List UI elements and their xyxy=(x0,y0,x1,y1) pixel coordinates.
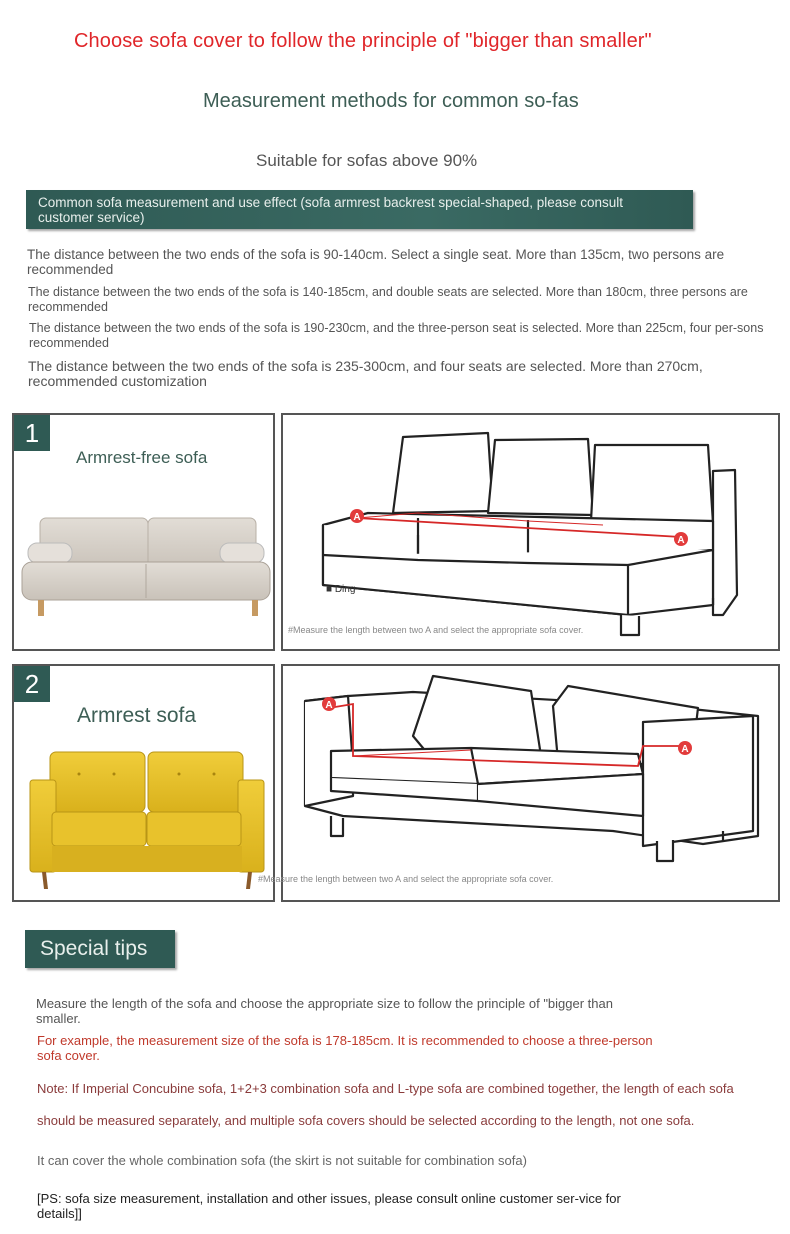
marker-a-label: A xyxy=(681,744,689,755)
measure-note-1: #Measure the length between two A and select the appropriate sofa cover. xyxy=(288,625,584,635)
armrest-diagram-panel xyxy=(258,664,780,902)
tip-line-4: should be measured separately, and multiple sofa covers should be selected according to the length, not one sofa. xyxy=(37,1113,695,1128)
marker-a-label: A xyxy=(325,700,333,711)
tip-line-6: [PS: sofa size measurement, installation and other issues, please consult online customer ser-vice for details]] xyxy=(37,1191,621,1221)
armrest-photo-panel xyxy=(12,664,275,902)
armrest-free-photo-panel xyxy=(12,413,275,651)
step-number-1: 1 xyxy=(14,415,50,451)
marker-a-label: A xyxy=(677,535,685,546)
armrest-label: Armrest sofa xyxy=(77,704,197,727)
rule-3: The distance between the two ends of the sofa is 190-230cm, and the three-person seat is selected. More than 225cm, four per-sons recommended xyxy=(29,321,764,350)
armrest-sofa-photo xyxy=(24,744,269,894)
step-number-2: 2 xyxy=(14,666,50,702)
methods-title: Measurement methods for common so-fas xyxy=(203,90,579,112)
armrest-sofa-diagram xyxy=(283,666,778,900)
tip-line-5: It can cover the whole combination sofa (the skirt is not suitable for combination sofa) xyxy=(37,1153,527,1168)
page-title: Choose sofa cover to follow the principle of "bigger than smaller" xyxy=(74,30,652,52)
tip-line-3: Note: If Imperial Concubine sofa, 1+2+3 combination sofa and L-type sofa are combined together, the length of each sofa xyxy=(37,1081,734,1096)
suitable-text: Suitable for sofas above 90% xyxy=(256,151,478,170)
marker-a-label: A xyxy=(353,512,361,523)
rule-4: The distance between the two ends of the sofa is 235-300cm, and four seats are selected. More than 270cm, recommended customization xyxy=(28,358,703,389)
special-tips-title: Special tips xyxy=(25,930,175,968)
ding-label: ■ Ding xyxy=(326,584,356,595)
armrest-free-diagram-panel xyxy=(281,413,780,651)
tip-line-1: Measure the length of the sofa and choose the appropriate size to follow the principle of "bigger than smaller. xyxy=(36,996,613,1026)
armrest-free-label: Armrest-free sofa xyxy=(76,448,208,467)
tip-line-2: For example, the measurement size of the sofa is 178-185cm. It is recommended to choose a three-person sofa cover. xyxy=(37,1033,653,1063)
armrest-free-sofa-photo xyxy=(20,510,272,625)
measure-note-2: #Measure the length between two A and select the appropriate sofa cover. xyxy=(258,874,554,884)
rule-1: The distance between the two ends of the sofa is 90-140cm. Select a single seat. More than 135cm, two persons are recommended xyxy=(27,247,725,277)
armrest-free-sofa-diagram xyxy=(283,415,778,649)
rule-2: The distance between the two ends of the sofa is 140-185cm, and double seats are selected. More than 180cm, three persons are recommended xyxy=(28,285,748,314)
measurement-banner: Common sofa measurement and use effect (sofa armrest backrest special-shaped, please consult customer service) xyxy=(26,190,693,229)
